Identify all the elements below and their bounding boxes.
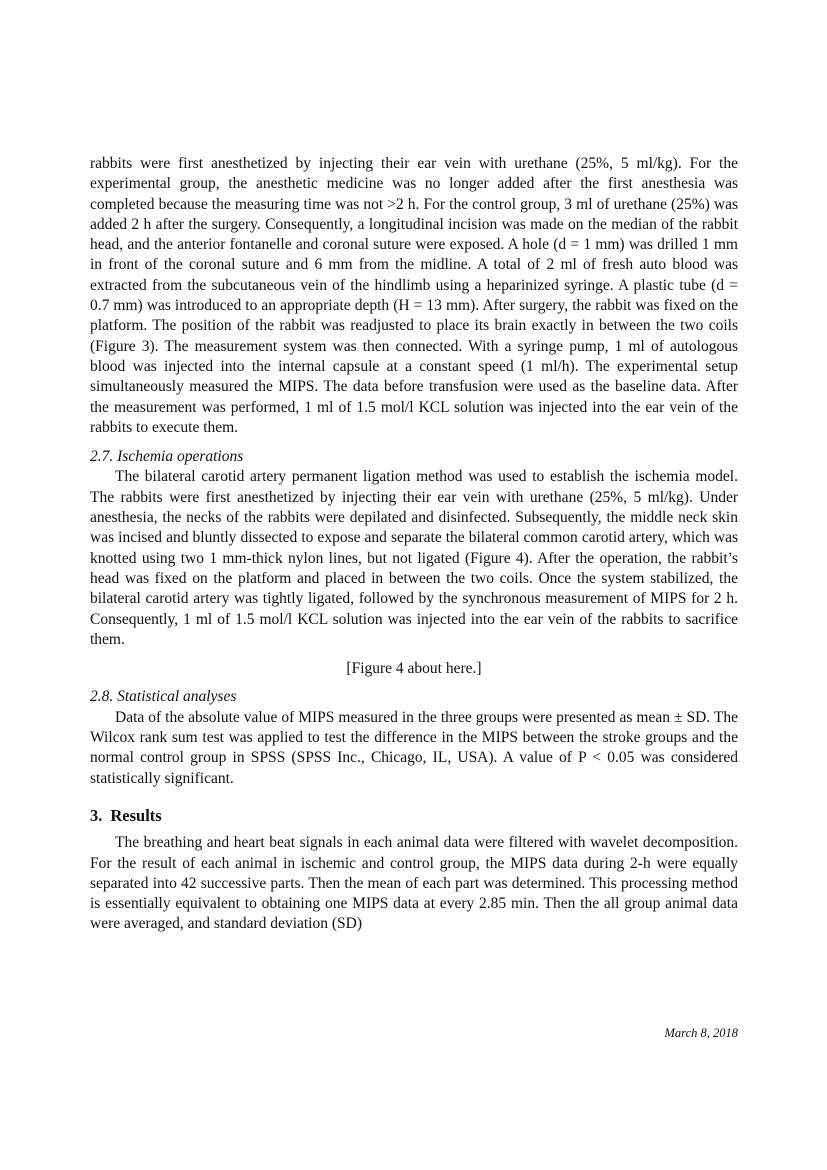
paragraph-ischemia-operations: The bilateral carotid artery permanent ligation method was used to establish the ischemia model. The rabbits were first anesthetized by injecting their ear vein with urethane (25%, 5 ml/kg). Under anesthesia, the necks of the rabbits were depilated and disinfected. Subsequently, the middle neck skin was incised and bluntly dissected to expose and separate the bilateral common carotid artery, which was knotted using two 1 mm-thick nylon lines, but not ligated (Figure 4). After the operation, the rabbit’s head was fixed on the platform and placed in between the two coils. Once the system stabilized, the bilateral carotid artery was tightly ligated, followed by the synchronous measurement of MIPS for 2 h. Consequently, 1 ml of 1.5 mol/l KCL solution was injected into the ear vein of the rabbits to sacrifice them.	[90, 468, 738, 648]
figure-placeholder: [Figure 4 about here.]	[346, 660, 482, 678]
subsection-heading-ischemia: 2.7. Ischemia operations	[90, 448, 244, 466]
paper-body	[90, 154, 738, 935]
paragraph-results: The breathing and heart beat signals in each animal data were filtered with wavelet decomposition. For the result of each animal in ischemic and control group, the MIPS data during 2-h were equally separated into 42 successive parts. Then the mean of each part was determined. This processing method is essentially equivalent to obtaining one MIPS data at every 2.85 min. Then the all group animal data were averaged, and standard deviation (SD)	[90, 834, 738, 933]
footer-date: March 8, 2018	[664, 1026, 738, 1040]
subsection-heading-statistics: 2.8. Statistical analyses	[90, 688, 237, 706]
paragraph-statistical-analyses: Data of the absolute value of MIPS measured in the three groups were presented as mean ± SD. The Wilcox rank sum test was applied to test the difference in the MIPS between the stroke groups and the normal control group in SPSS (SPSS Inc., Chicago, IL, USA). A value of P < 0.05 was considered statistically significant.	[90, 708, 738, 787]
section-heading-results	[90, 806, 738, 826]
section-title: Results	[110, 805, 162, 825]
paragraph-hemorrhage-procedure: rabbits were first anesthetized by injecting their ear vein with urethane (25%, 5 ml/kg). For the experimental group, the anesthetic medicine was no longer added after the first anesthesia was completed because the measuring time was not >2 h. For the control group, 3 ml of urethane (25%) was added 2 h after the surgery. Consequently, a longitudinal incision was made on the median of the rabbit head, and the anterior fontanelle and coronal suture were exposed. A hole (d = 1 mm) was drilled 1 mm in front of the coronal suture and 6 mm from the midline. A total of 2 ml of fresh auto blood was extracted from the subcutaneous vein of the hindlimb using a heparinized syringe. A plastic tube (d = 0.7 mm) was introduced to an appropriate depth (H = 13 mm). After surgery, the rabbit was fixed on the platform. The position of the rabbit was readjusted to place its brain exactly in between the two coils (Figure 3). The measurement system was then connected. With a syringe pump, 1 ml of autologous blood was injected into the internal capsule at a constant speed (1 ml/h). The experimental setup simultaneously measured the MIPS. The data before transfusion were used as the baseline data. After the measurement was performed, 1 ml of 1.5 mol/l KCL solution was injected into the ear vein of the rabbits to execute them.	[90, 155, 738, 436]
section-number: 3.	[90, 805, 103, 825]
